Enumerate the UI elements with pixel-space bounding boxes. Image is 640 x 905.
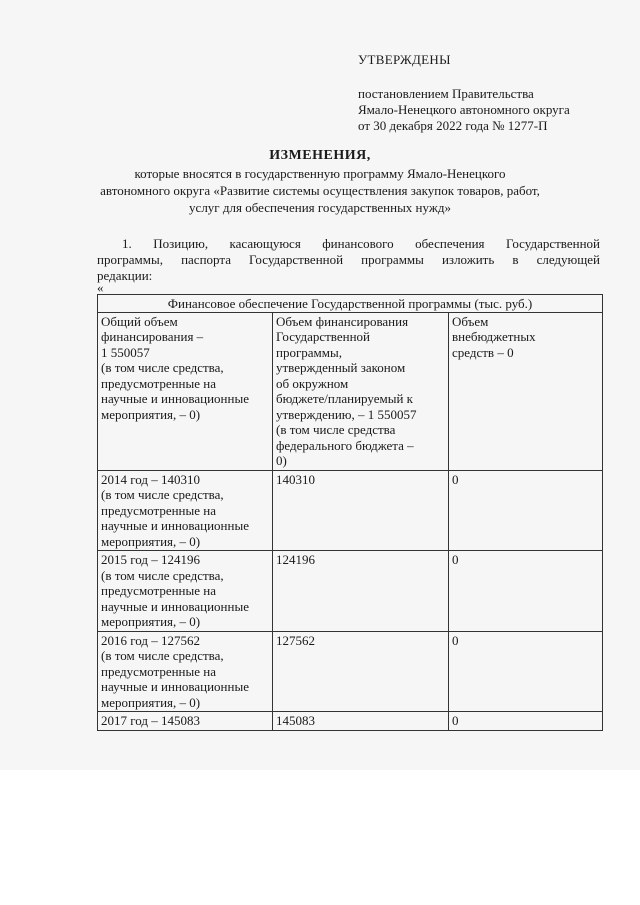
approval-line: Ямало-Ненецкого автономного округа [358,102,570,117]
year-cell: 2017 год – 145083 [98,712,273,731]
paragraph-line: программы, паспорта Государственной программы изложить в следующей [97,252,600,267]
budget-value-cell: 140310 [273,470,449,551]
year-cell: 2016 год – 127562 (в том числе средства, предусмотренные на научные и инновационные мероприятия, – 0) [98,631,273,712]
header-extrabudget-cell: Объем внебюджетных средств – 0 [449,312,603,470]
extrabudget-value-cell: 0 [449,712,603,731]
budget-value-cell: 124196 [273,551,449,632]
budget-value-cell: 127562 [273,631,449,712]
header-total-cell: Общий объем финансирования – 1 550057 (в том числе средства, предусмотренные на научные и инновационные мероприятия, – 0) [98,312,273,470]
extrabudget-value-cell: 0 [449,470,603,551]
subtitle-line: которые вносятся в государственную программу Ямало-Ненецкого [134,166,506,181]
extrabudget-value-cell: 0 [449,631,603,712]
header-budget-cell: Объем финансирования Государственной программы, утвержденный законом об окружном бюджете/планируемый к утверждению, – 1 550057 (в том числе средства федерального бюджета – 0) [273,312,449,470]
paragraph-1 [97,236,600,284]
table-row [98,551,603,632]
approval-title: УТВЕРЖДЕНЫ [358,52,451,67]
subtitle-line: автономного округа «Развитие системы осуществления закупок товаров, работ, [100,183,540,198]
paragraph-line: редакции: [97,268,153,283]
extrabudget-value-cell: 0 [449,551,603,632]
year-cell: 2014 год – 140310 (в том числе средства, предусмотренные на научные и инновационные мероприятия, – 0) [98,470,273,551]
table-caption: Финансовое обеспечение Государственной программы (тыс. руб.) [98,295,603,313]
financing-table [97,294,603,731]
approval-block [358,52,618,134]
approval-line: от 30 декабря 2022 года № 1277-П [358,118,548,133]
subtitle-line: услуг для обеспечения государственных нужд» [189,200,451,215]
document-subtitle [40,165,600,216]
table-row [98,470,603,551]
approval-line: постановлением Правительства [358,86,534,101]
opening-quote: « [97,280,104,295]
document-title: ИЗМЕНЕНИЯ, [269,148,371,163]
table-row [98,631,603,712]
paragraph-line: 1. Позицию, касающуюся финансового обеспечения Государственной [122,236,600,251]
table-row [98,712,603,731]
year-cell: 2015 год – 124196 (в том числе средства, предусмотренные на научные и инновационные мероприятия, – 0) [98,551,273,632]
table-header-row [98,312,603,470]
budget-value-cell: 145083 [273,712,449,731]
